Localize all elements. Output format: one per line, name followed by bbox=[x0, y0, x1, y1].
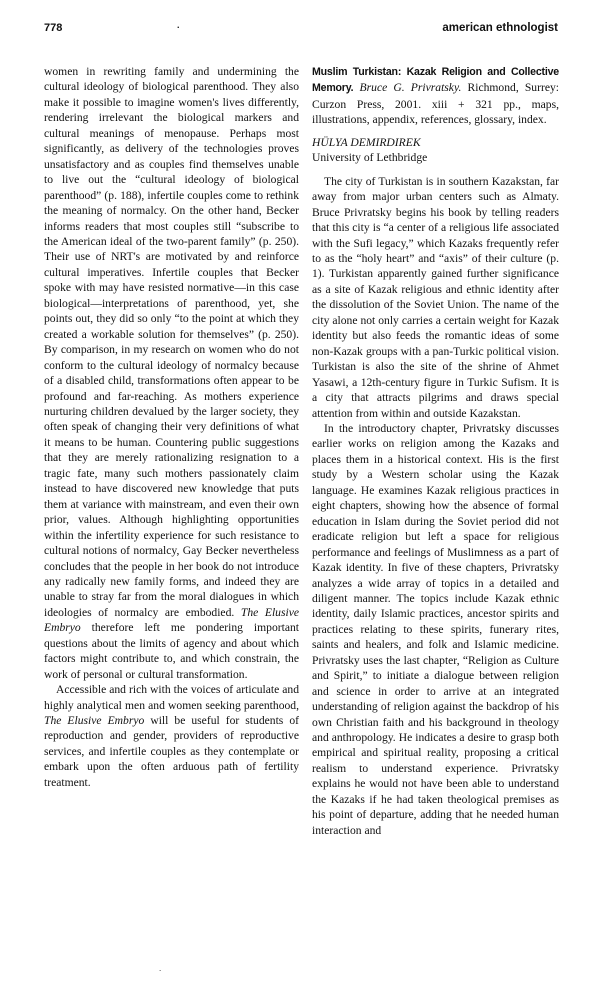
reviewer-name: HÜLYA DEMIRDIREK bbox=[312, 135, 421, 149]
paragraph-text: will be useful for students of reproduction and gender, providers of reproductive services, and infertile couples as they contemplate or embark upon the often arduous path of fertility treatment. bbox=[44, 714, 299, 789]
paragraph: The city of Turkistan is in southern Kazakstan, far away from major urban centers such as Almaty. Bruce Privratsky begins his book by telling readers that this city is “a center of a religious life associated with the Sufi legacy,” which Kazaks frequently refer to as the “holy heart” and “axis” of their culture (p. 1). Turkistan apparently gained further significance as a site of Kazak religious and ethnic identity after the dissolution of the Soviet Union. The name of the city alone not only carries a certain weight for Kazak identity but also feeds the romantic ideas of some non-Kazak groups with a pan-Turkic political vision. Turkistan is also the site of the shrine of Ahmet Yasawi, a 12th-century figure in Turkic Sufism. It is a city that attracts pilgrims and draws special attention from within and outside Kazakstan. bbox=[312, 174, 559, 420]
reviewed-book-title: Muslim Turkistan: Kazak Religion and Collective Memory. bbox=[312, 66, 559, 95]
paragraph bbox=[44, 64, 299, 682]
paragraph-text: therefore left me pondering important questions about the limits of agency and about which factors might contribute to, and which constrain, the work of personal or cultural transformation. bbox=[44, 621, 299, 681]
paragraph: In the introductory chapter, Privratsky discusses earlier works on religion among the Kazaks and places them in a historical context. His is the first study by a Western scholar using the Kazak language. He examines Kazak religious practices in eight chapters, showing how the absence of formal education in Islam during the Soviet period did not eradicate religion but left a space for religious performance and feelings of Muslimness as a part of Kazak identity. In five of these chapters, Privratsky analyzes a wide array of topics in a detailed and diligent manner. The topics include Kazak ethnic identity, daily Islamic practices, ancestor spirits and practices relating to these spirits, funerary rites, saints and healers, and folk and Islamic medicine. Privratsky uses the last chapter, “Religion as Culture and Spirit,” to initiate a dialogue between religion and science in order to arrive at an integrated understanding of religion against the backdrop of his own Christian faith and his background in theology and anthropology. He indicates a desire to grasp both empirical and spiritual reality, proposing a critical realism to understand experience. Privratsky explains he would not have been able to understand the Kazaks if he had taken theological premises as his point of departure, adding that he needed human interaction and bbox=[312, 421, 559, 837]
journal-title: american ethnologist bbox=[442, 22, 558, 34]
paragraph bbox=[44, 682, 299, 790]
paragraph-text: women in rewriting family and undermining the cultural ideology of biological parenthood. They also make it possible to imagine women's lives differently, rendering irrelevant the biological markers and cultural meanings of menopause. Perhaps most significantly, as delivery of the technologies proves unsatisfactory and as couples find themselves unable to live out the “cultural ideology of biological parenthood” (p. 188), infertile couples come to rethink the meaning of normalcy. On the other hand, Becker informs readers that most couples still “subscribe to the American ideal of the two-parent family” (p. 250). Their use of NRT's are motivated by and reinforce cultural imperatives. Infertile couples that Becker spoke with may have resisted normative—in this case biological—interpretations of parenthood, yet, she points out, they did so only “to the point at which they created a workable solution for themselves” (p. 250). By comparison, in my research on women who do not conform to the cultural ideology of normalcy because of a disabled child, transformations often appear to be profound and far-reaching. As mothers experience nurturing children devalued by the larger society, they often speak of changing their very definitions of what it means to be human. Countering public suggestions that they are merely rationalizing resignation to a tragic fate, many such mothers passionately claim instead to have discovered new knowledge that puts them at variance with mainstream, and even their own prior, values. Although highlighting opportunities within the infertility experience for such resistance to cultural notions of normalcy, Gay Becker nevertheless concludes that the people in her book do not introduce any radically new family forms, and indeed they are unable to stray far from the moral dialogues in which ideologies of normalcy are embodied. bbox=[44, 65, 299, 619]
running-header bbox=[44, 22, 558, 38]
review-citation bbox=[312, 64, 559, 128]
header-mark: . bbox=[177, 20, 180, 30]
publication-details: Richmond, Surrey: Curzon Press, 2001. xiii + 321 pp., maps, illustrations, appendix, references, glossary, index. bbox=[312, 81, 559, 127]
paragraph-text: Accessible and rich with the voices of articulate and highly analytical men and women seeking parenthood, bbox=[44, 683, 299, 712]
right-column bbox=[312, 64, 559, 838]
book-title: The Elusive Embryo bbox=[44, 714, 145, 728]
left-column bbox=[44, 64, 299, 790]
reviewed-book-author: Bruce G. Privratsky. bbox=[359, 81, 462, 95]
page-number: 778 bbox=[44, 22, 63, 34]
reviewer-affiliation: University of Lethbridge bbox=[312, 151, 428, 165]
book-title: The Elusive Embryo bbox=[44, 605, 299, 635]
footer-mark: . bbox=[159, 964, 162, 973]
